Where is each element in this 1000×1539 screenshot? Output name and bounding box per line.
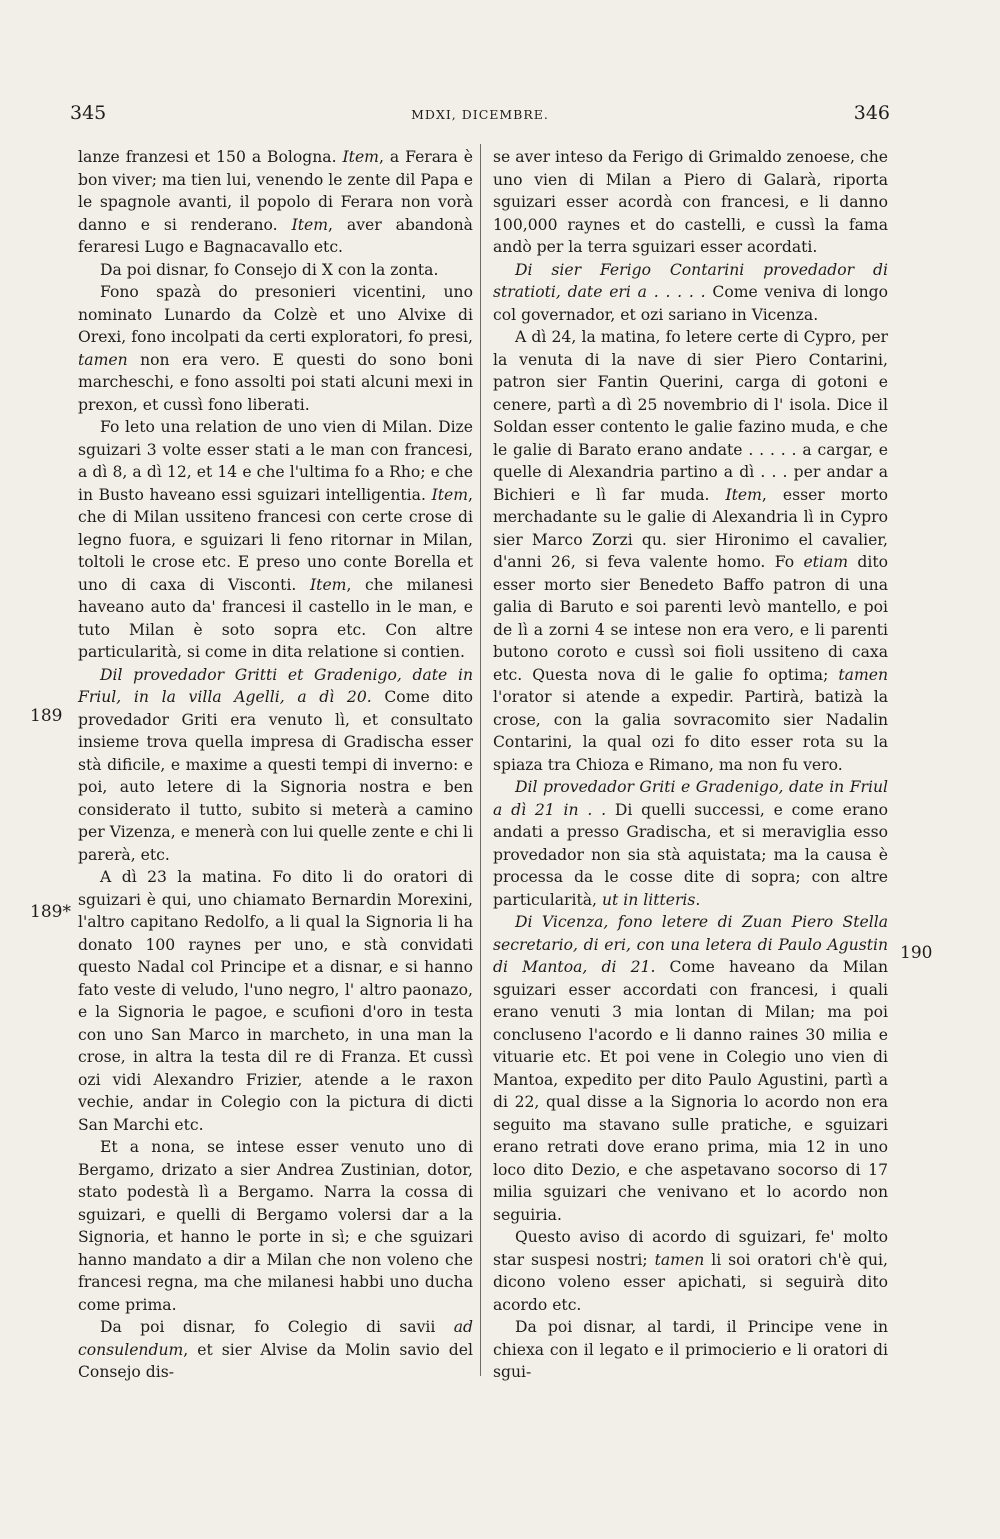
page-header	[70, 102, 890, 130]
paragraph: A dì 24, la matina, fo letere certe di Cypro, per la venuta di la nave di sier Piero Contarini, patron sier Fantin Querini, carga di gotoni e cenere, partì a dì 25 novembrio di l' isola. Dice il Soldan esser contento le galie fazino muda, e che le galie di Barato erano andate . . . . . a cargar, e quelle di Alexandria partino a dì . . . per andar a Bichieri e lì far muda. Item, esser morto merchadante su le galie di Alexandria lì in Cypro sier Marco Zorzi qu. sier Hironimo el cavalier, d'anni 26, si feva valente homo. Fo etiam dito esser morto sier Benedeto Baffo patron di una galia di Baruto e soi parenti levò mantello, e poi de lì a zorni 4 se intese non era vero, e li parenti butono coroto e cussì soi fioli ussiteno di caxa etc. Questa nova di le galie fo optima; tamen l'orator si atende a expedir. Partirà, batizà la crose, con la galia sovracomito sier Nadalin Contarini, la qual ozi fo dito esser rota su la spiaza tra Chioza e Rimano, ma non fu vero.	[493, 328, 888, 774]
paragraph: lanze franzesi et 150 a Bologna. Item, a Ferara è bon viver; ma tien lui, venendo le zente dil Papa e le spagnole avanti, il popolo di Ferara non vorà danno e si renderano. Item, aver abandonà feraresi Lugo e Bagnacavallo etc.	[78, 148, 473, 256]
margin-number-189b: 189*	[30, 902, 71, 922]
paragraph: Da poi disnar, fo Consejo di X con la zonta.	[100, 260, 439, 279]
page-number-right: 346	[853, 102, 890, 124]
right-column	[493, 146, 888, 1384]
paragraph: Fono spazà do presonieri vicentini, uno nominato Lunardo da Colzè et uno Alvixe di Orexi, fono incolpati da certi exploratori, fo presi, tamen non era vero. E questi do sono boni marcheschi, e fono assolti poi stati alcuni mexi in prexon, et cussì fono liberati.	[78, 283, 473, 414]
letter-heading: Di Vicenza, fono letere di Zuan Piero Stella secretario, di eri, con una letera di Paulo Agustin di Mantoa, di 21.	[493, 913, 888, 976]
letter-heading: Di sier Ferigo Contarini provedador di stratioti, date eri a . . . . .	[493, 260, 888, 301]
paragraph: se aver inteso da Ferigo di Grimaldo zenoese, che uno vien di Milan a Piero di Galarà, riporta sguizari esser acordà con francesi, e li danno 100,000 raynes et do castelli, e cussì la fama andò per la terra sguizari esser acordati.	[493, 148, 888, 256]
margin-number-190: 190	[900, 943, 933, 963]
column-divider	[480, 144, 481, 1376]
paragraph: Questo aviso di acordo di sguizari, fe' molto star suspesi nostri; tamen li soi oratori ch'è qui, dicono voleno esser apichati, si seguirà dito acordo etc.	[493, 1228, 888, 1314]
paragraph: Dil provedador Gritti et Gradenigo, date in Friul, in la villa Agelli, a dì 20. Come dito provedador Griti era venuto lì, et consultato insieme trova quella impresa di Gradischa esser stà dificile, e maxime a questi tempi di inverno: e poi, auto letere di la Signoria nostra e ben considerato il tutto, subito si meterà a camino per Vizenza, e menerà con lui quelle zente e chi li parerà, etc.	[78, 665, 473, 864]
running-title: MDXI, DICEMBRE.	[411, 107, 549, 122]
margin-number-189: 189	[30, 706, 63, 726]
paragraph: Da poi disnar, fo Colegio di savii ad consulendum, et sier Alvise da Molin savio del Consejo dis-	[78, 1318, 473, 1381]
page-number-left: 345	[70, 102, 107, 124]
paragraph: Fo leto una relation de uno vien di Milan. Dize sguizari 3 volte esser stati a le man con francesi, a dì 8, a dì 12, et 14 e che l'ultima fo a Rho; e che in Busto haveano essi sguizari intelligentia. Item, che di Milan ussiteno francesi con certe crose di legno fuora, e sguizari li feno ritornar in Milan, toltoli le crose etc. E preso uno conte Borella et uno di caxa di Visconti. Item, che milanesi haveano auto da' francesi il castello in le man, e tuto Milan è soto sopra etc. Con altre particularità, si come in dita relatione si contien.	[78, 418, 473, 661]
letter-heading: Dil provedador Griti e Gradenigo, date in Friul a dì 21 in . .	[493, 778, 888, 819]
paragraph: Da poi disnar, al tardi, il Principe vene in chiexa con il legato e il primocierio e li oratori di sgui-	[493, 1318, 888, 1381]
paragraph: Di sier Ferigo Contarini provedador di stratioti, date eri a . . . . . Come veniva di longo col governador, et ozi sariano in Vicenza.	[493, 260, 888, 324]
paragraph: A dì 23 la matina. Fo dito li do oratori di sguizari è qui, uno chiamato Bernardin Morexini, l'altro capitano Redolfo, a li qual la Signoria li ha donato 100 raynes per uno, e stà convidati questo Nadal col Principe et a disnar, e si hanno fato veste di veludo, l'uno negro, l' altro paonazo, e la Signoria le pagoe, e scufioni d'oro in testa con uno San Marco in marcheto, in una man la crose, in altra la testa dil re di Franza. Et cussì ozi vidi Alexandro Frizier, atende a le raxon vechie, andar in Colegio con la pictura di dicti San Marchi etc.	[78, 868, 473, 1134]
letter-heading: Dil provedador Gritti et Gradenigo, date in Friul, in la villa Agelli, a dì 20.	[78, 665, 473, 706]
paragraph: Dil provedador Griti e Gradenigo, date in Friul a dì 21 in . . Di quelli successi, e come erano andati a presso Gradischa, et si meraviglia esso provedador non sia stà aquistata; ma la causa è processa da le cosse dite di sopra; con altre particularità, ut in litteris.	[493, 778, 888, 909]
left-column	[78, 146, 473, 1384]
paragraph: Et a nona, se intese esser venuto uno di Bergamo, drizato a sier Andrea Zustinian, dotor, stato podestà lì a Bergamo. Narra la cossa di sguizari, e quelli di Bergamo volersi dar a la Signoria, et hanno le porte in sì; e che sguizari hanno mandato a dir a Milan che non voleno che francesi regna, ma che milanesi habbi uno ducha come prima.	[78, 1138, 473, 1314]
paragraph: Di Vicenza, fono letere di Zuan Piero Stella secretario, di eri, con una letera di Paulo Agustin di Mantoa, di 21. Come haveano da Milan sguizari esser accordati con francesi, i quali erano venuti 3 mia lontan di Milan; ma poi concluseno l'acordo e li danno raines 30 milia e vituarie etc. Et poi vene in Colegio uno vien di Mantoa, expedito per dito Paulo Agustini, partì a di 22, qual disse a la Signoria lo acordo non era seguito ma stavano sulle pratiche, e sguizari erano retrati dove erano prima, mia 12 in uno loco dito Dezio, e che aspetavano socorso di 17 milia sguizari che venivano et lo acordo non seguiria.	[493, 913, 889, 1224]
